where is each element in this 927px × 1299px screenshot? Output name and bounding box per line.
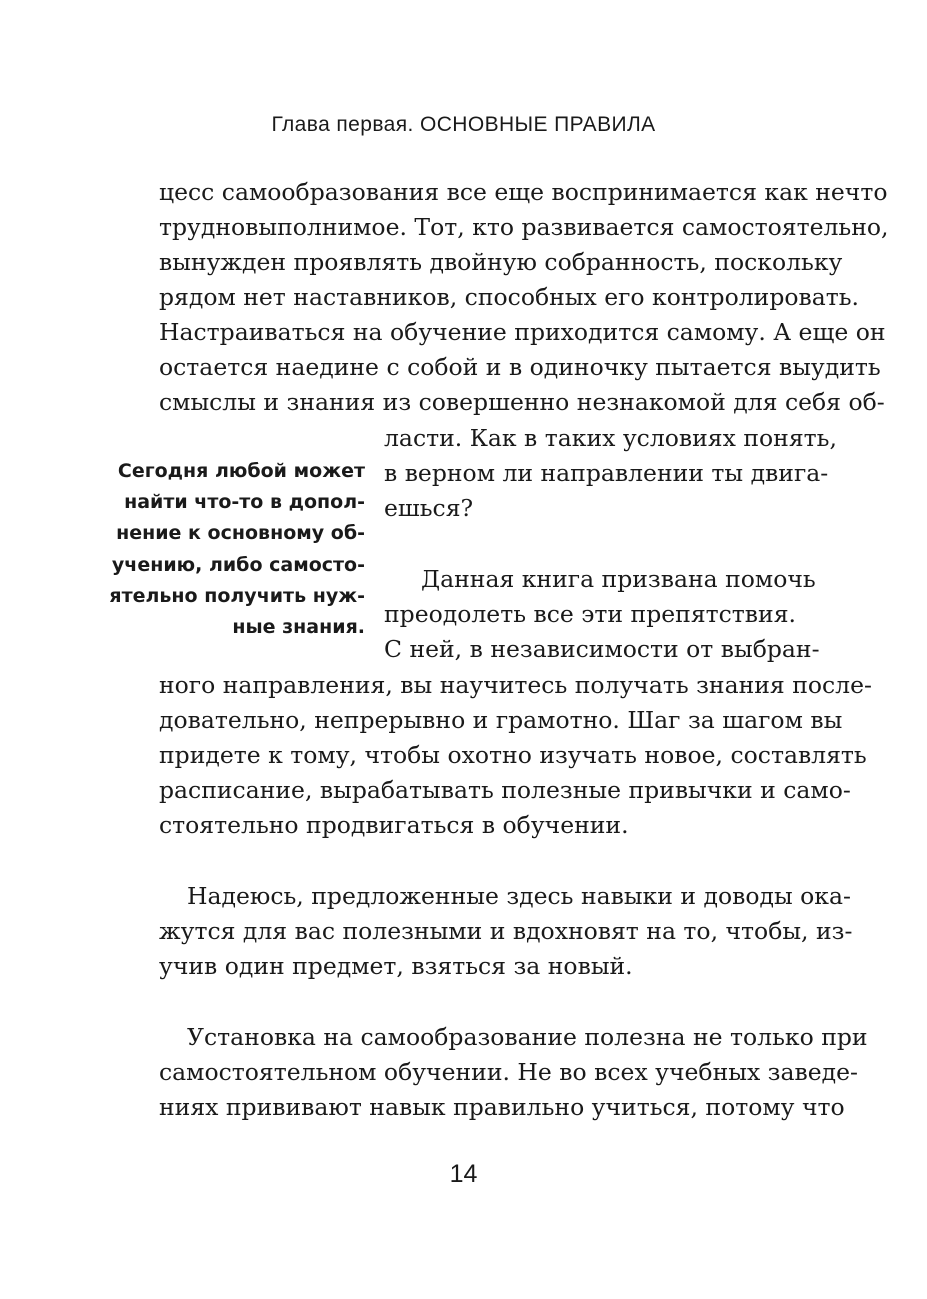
pull-quote-line: найти что-то в допол- (124, 491, 365, 513)
body-line: С ней, в независимости от выбран- (384, 635, 820, 663)
body-line: ласти. Как в таких условиях понять, (384, 424, 837, 452)
body-line: вынужден проявлять двойную собранность, поскольку (159, 248, 843, 276)
body-line: Установка на самообразование полезна не только при (187, 1023, 868, 1051)
body-line: ешься? (384, 494, 474, 522)
body-line: Настраиваться на обучение приходится самому. А еще он (159, 318, 886, 346)
pull-quote-line: ятельно получить нуж- (109, 585, 365, 607)
body-line: остается наедине с собой и в одиночку пытается выудить (159, 353, 881, 381)
body-line: придете к тому, чтобы охотно изучать новое, составлять (159, 741, 867, 769)
body-line: учив один предмет, взяться за новый. (159, 952, 633, 980)
body-line: рядом нет наставников, способных его контролировать. (159, 283, 860, 311)
body-line: ниях прививают навык правильно учиться, потому что (159, 1093, 845, 1121)
pull-quote-line: ные знания. (232, 616, 365, 638)
pull-quote-line: учению, либо самосто- (111, 554, 365, 576)
body-line: самостоятельном обучении. Не во всех учебных заведе- (159, 1058, 858, 1086)
body-line: Надеюсь, предложенные здесь навыки и доводы ока- (187, 882, 851, 910)
pull-quote-line: Сегодня любой может (117, 460, 365, 482)
body-line: ного направления, вы научитесь получать знания после- (159, 671, 872, 699)
body-line: смыслы и знания из совершенно незнакомой для себя об- (159, 388, 885, 416)
body-line: преодолеть все эти препятствия. (384, 600, 796, 628)
body-line: расписание, вырабатывать полезные привычки и само- (159, 776, 851, 804)
running-head: Глава первая. ОСНОВНЫЕ ПРАВИЛА (271, 113, 656, 136)
page-number: 14 (449, 1160, 478, 1188)
body-line: в верном ли направлении ты двига- (384, 459, 829, 487)
body-line: цесс самообразования все еще воспринимается как нечто (159, 178, 888, 206)
pull-quote-line: нение к основному об- (116, 522, 365, 544)
body-line: жутся для вас полезными и вдохновят на то, чтобы, из- (159, 917, 853, 945)
body-line: Данная книга призвана помочь (421, 565, 816, 593)
body-line: довательно, непрерывно и грамотно. Шаг за шагом вы (159, 706, 843, 734)
body-line: стоятельно продвигаться в обучении. (159, 811, 629, 839)
body-line: трудновыполнимое. Тот, кто развивается самостоятельно, (159, 213, 889, 241)
